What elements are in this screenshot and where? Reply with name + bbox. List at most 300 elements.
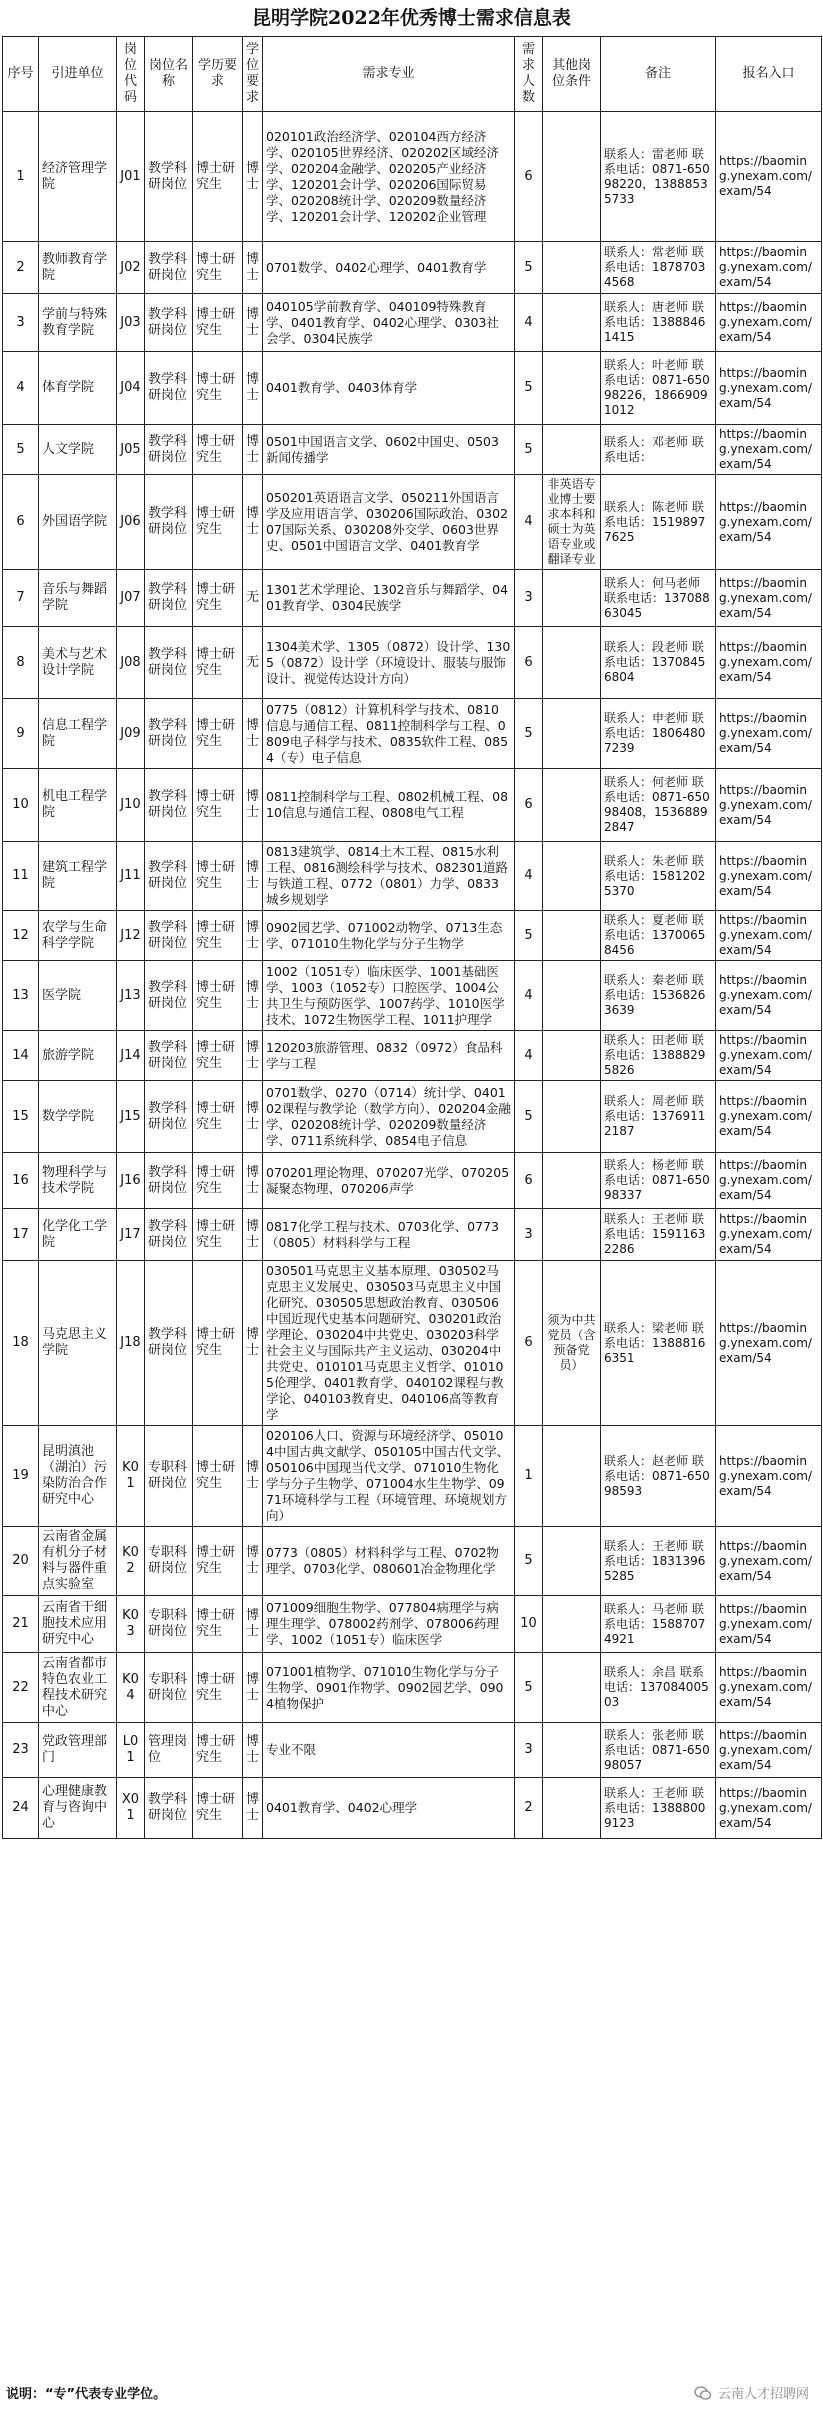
cell-specialty: 0813建筑学、0814土木工程、0815水利工程、0816测绘科学与技术、082301道路与铁道工程、0772（0801）力学、0833城乡规划学	[263, 842, 515, 911]
cell-no: 22	[3, 1653, 39, 1723]
cell-notes: 联系人：叶老师 联系电话：0871-65098226，18669091012	[601, 352, 716, 425]
header-position: 岗位名称	[145, 37, 193, 112]
cell-code: J11	[117, 842, 145, 911]
cell-conditions	[543, 1426, 601, 1527]
cell-unit: 机电工程学院	[39, 769, 117, 842]
cell-position: 教学科研岗位	[145, 1778, 193, 1839]
cell-conditions	[543, 294, 601, 352]
cell-registration-link[interactable]: https://baoming.ynexam.com/exam/54	[716, 1261, 822, 1426]
cell-position: 教学科研岗位	[145, 627, 193, 699]
table-row	[3, 1081, 822, 1153]
cell-education: 博士研究生	[193, 769, 243, 842]
cell-unit: 学前与特殊教育学院	[39, 294, 117, 352]
cell-count: 4	[515, 294, 543, 352]
cell-degree: 博士	[243, 294, 263, 352]
cell-count: 5	[515, 1081, 543, 1153]
header-row	[3, 37, 822, 112]
cell-registration-link[interactable]: https://baoming.ynexam.com/exam/54	[716, 425, 822, 475]
table-row	[3, 911, 822, 961]
cell-degree: 博士	[243, 1031, 263, 1081]
cell-code: L01	[117, 1723, 145, 1778]
cell-registration-link[interactable]: https://baoming.ynexam.com/exam/54	[716, 352, 822, 425]
cell-notes: 联系人：梁老师 联系电话：13888166351	[601, 1261, 716, 1426]
table-row	[3, 112, 822, 242]
cell-education: 博士研究生	[193, 425, 243, 475]
cell-position: 教学科研岗位	[145, 475, 193, 570]
cell-registration-link[interactable]: https://baoming.ynexam.com/exam/54	[716, 475, 822, 570]
cell-position: 教学科研岗位	[145, 911, 193, 961]
table-row	[3, 294, 822, 352]
cell-unit: 建筑工程学院	[39, 842, 117, 911]
cell-unit: 党政管理部门	[39, 1723, 117, 1778]
cell-conditions	[543, 242, 601, 294]
cell-specialty: 1304美术学、1305（0872）设计学、1305（0872）设计学（环境设计、服装与服饰设计、视觉传达设计方向）	[263, 627, 515, 699]
table-row	[3, 242, 822, 294]
cell-specialty: 0701数学、0402心理学、0401教育学	[263, 242, 515, 294]
cell-specialty: 020106人口、资源与环境经济学、050104中国古典文献学、050105中国古代文学、050106中国现当代文学、071010生物化学与分子生物学、071004水生生物学、0971环境科学与工程（环境管理、环境规划方向）	[263, 1426, 515, 1527]
cell-education: 博士研究生	[193, 1596, 243, 1653]
cell-conditions	[543, 627, 601, 699]
cell-registration-link[interactable]: https://baoming.ynexam.com/exam/54	[716, 769, 822, 842]
cell-code: J18	[117, 1261, 145, 1426]
cell-conditions	[543, 1031, 601, 1081]
cell-count: 4	[515, 1031, 543, 1081]
cell-unit: 云南省干细胞技术应用研究中心	[39, 1596, 117, 1653]
cell-registration-link[interactable]: https://baoming.ynexam.com/exam/54	[716, 1596, 822, 1653]
cell-conditions	[543, 1723, 601, 1778]
cell-count: 4	[515, 475, 543, 570]
cell-unit: 数学学院	[39, 1081, 117, 1153]
cell-specialty: 0773（0805）材料科学与工程、0702物理学、0703化学、080601冶金物理化学	[263, 1527, 515, 1596]
cell-education: 博士研究生	[193, 294, 243, 352]
cell-conditions	[543, 961, 601, 1031]
cell-count: 4	[515, 842, 543, 911]
cell-position: 教学科研岗位	[145, 425, 193, 475]
cell-position: 教学科研岗位	[145, 1081, 193, 1153]
cell-count: 6	[515, 1153, 543, 1209]
cell-count: 6	[515, 112, 543, 242]
cell-degree: 博士	[243, 1426, 263, 1527]
cell-position: 专职科研岗位	[145, 1527, 193, 1596]
cell-specialty: 071001植物学、071010生物化学与分子生物学、0901作物学、0902园艺学、0904植物保护	[263, 1653, 515, 1723]
cell-specialty: 1301艺术学理论、1302音乐与舞蹈学、0401教育学、0304民族学	[263, 570, 515, 627]
cell-unit: 农学与生命科学学院	[39, 911, 117, 961]
cell-count: 5	[515, 1653, 543, 1723]
table-row	[3, 1723, 822, 1778]
cell-specialty: 1002（1051专）临床医学、1001基础医学、1003（1052专）口腔医学、1004公共卫生与预防医学、1007药学、1010医学技术、1072生物医学工程、1011护理学	[263, 961, 515, 1031]
table-row	[3, 1527, 822, 1596]
cell-no: 7	[3, 570, 39, 627]
cell-unit: 人文学院	[39, 425, 117, 475]
cell-specialty: 0775（0812）计算机科学与技术、0810信息与通信工程、0811控制科学与工程、0809电子科学与技术、0835软件工程、0854（专）电子信息	[263, 699, 515, 769]
cell-degree: 博士	[243, 1723, 263, 1778]
cell-count: 6	[515, 1261, 543, 1426]
cell-count: 5	[515, 242, 543, 294]
cell-degree: 博士	[243, 1261, 263, 1426]
cell-count: 5	[515, 1527, 543, 1596]
cell-registration-link[interactable]: https://baoming.ynexam.com/exam/54	[716, 1153, 822, 1209]
cell-position: 教学科研岗位	[145, 699, 193, 769]
cell-position: 专职科研岗位	[145, 1596, 193, 1653]
cell-position: 教学科研岗位	[145, 112, 193, 242]
cell-degree: 博士	[243, 1653, 263, 1723]
cell-degree: 博士	[243, 1153, 263, 1209]
cell-degree: 博士	[243, 242, 263, 294]
cell-code: J04	[117, 352, 145, 425]
cell-position: 教学科研岗位	[145, 1031, 193, 1081]
cell-degree: 无	[243, 570, 263, 627]
cell-unit: 体育学院	[39, 352, 117, 425]
cell-registration-link[interactable]: https://baoming.ynexam.com/exam/54	[716, 842, 822, 911]
cell-education: 博士研究生	[193, 1209, 243, 1261]
cell-no: 13	[3, 961, 39, 1031]
cell-notes: 联系人：周老师 联系电话：13769112187	[601, 1081, 716, 1153]
cell-specialty: 0501中国语言文学、0602中国史、0503新闻传播学	[263, 425, 515, 475]
cell-notes: 联系人：朱老师 联系电话：15812025370	[601, 842, 716, 911]
watermark-text: 云南人才招聘网	[717, 2387, 809, 2402]
cell-count: 3	[515, 1209, 543, 1261]
cell-code: K03	[117, 1596, 145, 1653]
cell-conditions	[543, 112, 601, 242]
cell-education: 博士研究生	[193, 1653, 243, 1723]
cell-unit: 音乐与舞蹈学院	[39, 570, 117, 627]
cell-count: 6	[515, 769, 543, 842]
header-no: 序号	[3, 37, 39, 112]
table-row	[3, 475, 822, 570]
cell-education: 博士研究生	[193, 627, 243, 699]
cell-code: J03	[117, 294, 145, 352]
cell-registration-link[interactable]: https://baoming.ynexam.com/exam/54	[716, 911, 822, 961]
cell-specialty: 040105学前教育学、040109特殊教育学、0401教育学、0402心理学、0303社会学、0304民族学	[263, 294, 515, 352]
cell-no: 16	[3, 1153, 39, 1209]
table-row	[3, 1153, 822, 1209]
cell-code: J09	[117, 699, 145, 769]
cell-code: J08	[117, 627, 145, 699]
cell-degree: 博士	[243, 842, 263, 911]
cell-education: 博士研究生	[193, 1261, 243, 1426]
cell-code: J10	[117, 769, 145, 842]
cell-degree: 博士	[243, 911, 263, 961]
demand-table	[2, 36, 822, 1839]
cell-code: J05	[117, 425, 145, 475]
cell-education: 博士研究生	[193, 1426, 243, 1527]
cell-registration-link[interactable]: https://baoming.ynexam.com/exam/54	[716, 112, 822, 242]
cell-specialty: 0401教育学、0402心理学	[263, 1778, 515, 1839]
cell-registration-link[interactable]: https://baoming.ynexam.com/exam/54	[716, 961, 822, 1031]
cell-unit: 经济管理学院	[39, 112, 117, 242]
header-count: 需求人数	[515, 37, 543, 112]
cell-registration-link[interactable]: https://baoming.ynexam.com/exam/54	[716, 1209, 822, 1261]
cell-position: 教学科研岗位	[145, 1261, 193, 1426]
cell-position: 专职科研岗位	[145, 1426, 193, 1527]
cell-notes: 联系人：秦老师 联系电话：15368263639	[601, 961, 716, 1031]
table-row	[3, 570, 822, 627]
cell-conditions	[543, 1653, 601, 1723]
cell-code: J14	[117, 1031, 145, 1081]
cell-conditions	[543, 769, 601, 842]
cell-no: 18	[3, 1261, 39, 1426]
cell-code: K01	[117, 1426, 145, 1527]
cell-code: J02	[117, 242, 145, 294]
cell-no: 14	[3, 1031, 39, 1081]
cell-position: 教学科研岗位	[145, 570, 193, 627]
cell-education: 博士研究生	[193, 242, 243, 294]
cell-specialty: 0817化学工程与技术、0703化学、0773（0805）材料科学与工程	[263, 1209, 515, 1261]
cell-no: 2	[3, 242, 39, 294]
cell-conditions	[543, 425, 601, 475]
cell-registration-link[interactable]: https://baoming.ynexam.com/exam/54	[716, 1653, 822, 1723]
cell-conditions	[543, 1596, 601, 1653]
table-row	[3, 961, 822, 1031]
cell-notes: 联系人：唐老师 联系电话：13888461415	[601, 294, 716, 352]
table-row	[3, 627, 822, 699]
cell-count: 2	[515, 1778, 543, 1839]
cell-registration-link[interactable]: https://baoming.ynexam.com/exam/54	[716, 1031, 822, 1081]
cell-education: 博士研究生	[193, 570, 243, 627]
cell-unit: 教师教育学院	[39, 242, 117, 294]
cell-position: 管理岗位	[145, 1723, 193, 1778]
cell-education: 博士研究生	[193, 699, 243, 769]
header-code: 岗位代码	[117, 37, 145, 112]
table-row	[3, 1426, 822, 1527]
cell-registration-link[interactable]: https://baoming.ynexam.com/exam/54	[716, 699, 822, 769]
cell-degree: 博士	[243, 1081, 263, 1153]
cell-position: 教学科研岗位	[145, 352, 193, 425]
cell-no: 11	[3, 842, 39, 911]
cell-notes: 联系人：何老师 联系电话：0871-65098408，15368892847	[601, 769, 716, 842]
cell-no: 4	[3, 352, 39, 425]
cell-notes: 联系人：常老师 联系电话：18787034568	[601, 242, 716, 294]
cell-no: 15	[3, 1081, 39, 1153]
cell-specialty: 0701数学、0270（0714）统计学、040102课程与教学论（数学方向）、020204金融学、020208统计学、020209数量经济学、0711系统科学、0854电子信息	[263, 1081, 515, 1153]
cell-conditions	[543, 570, 601, 627]
table-row	[3, 1778, 822, 1839]
cell-specialty: 120203旅游管理、0832（0972）食品科学与工程	[263, 1031, 515, 1081]
cell-no: 21	[3, 1596, 39, 1653]
cell-registration-link[interactable]: https://baoming.ynexam.com/exam/54	[716, 1778, 822, 1839]
cell-no: 20	[3, 1527, 39, 1596]
cell-registration-link[interactable]: https://baoming.ynexam.com/exam/54	[716, 1426, 822, 1527]
cell-notes: 联系人：王老师 联系电话：13888009123	[601, 1778, 716, 1839]
cell-specialty: 0902园艺学、071002动物学、0713生态学、071010生物化学与分子生物学	[263, 911, 515, 961]
header-specialty: 需求专业	[263, 37, 515, 112]
cell-position: 教学科研岗位	[145, 961, 193, 1031]
cell-unit: 物理科学与技术学院	[39, 1153, 117, 1209]
cell-education: 博士研究生	[193, 1031, 243, 1081]
table-row	[3, 842, 822, 911]
cell-conditions	[543, 842, 601, 911]
header-registration: 报名入口	[716, 37, 822, 112]
cell-conditions: 非英语专业博士要求本科和硕士为英语专业或翻译专业	[543, 475, 601, 570]
header-notes: 备注	[601, 37, 716, 112]
cell-degree: 博士	[243, 1209, 263, 1261]
cell-education: 博士研究生	[193, 961, 243, 1031]
table-row	[3, 1031, 822, 1081]
cell-code: J12	[117, 911, 145, 961]
cell-specialty: 0401教育学、0403体育学	[263, 352, 515, 425]
cell-education: 博士研究生	[193, 911, 243, 961]
cell-position: 教学科研岗位	[145, 769, 193, 842]
cell-code: J07	[117, 570, 145, 627]
page-title: 昆明学院2022年优秀博士需求信息表	[252, 7, 571, 29]
cell-unit: 心理健康教育与咨询中心	[39, 1778, 117, 1839]
cell-education: 博士研究生	[193, 112, 243, 242]
cell-notes: 联系人：段老师 联系电话：13708456804	[601, 627, 716, 699]
cell-count: 4	[515, 961, 543, 1031]
cell-degree: 博士	[243, 699, 263, 769]
cell-code: K04	[117, 1653, 145, 1723]
cell-no: 3	[3, 294, 39, 352]
table-row	[3, 425, 822, 475]
cell-registration-link[interactable]: https://baoming.ynexam.com/exam/54	[716, 1723, 822, 1778]
cell-no: 1	[3, 112, 39, 242]
cell-count: 10	[515, 1596, 543, 1653]
table-row	[3, 699, 822, 769]
cell-unit: 化学化工学院	[39, 1209, 117, 1261]
cell-position: 教学科研岗位	[145, 1153, 193, 1209]
header-unit: 引进单位	[39, 37, 117, 112]
cell-registration-link[interactable]: https://baoming.ynexam.com/exam/54	[716, 242, 822, 294]
cell-position: 教学科研岗位	[145, 1209, 193, 1261]
table-row	[3, 1653, 822, 1723]
cell-education: 博士研究生	[193, 1723, 243, 1778]
table-row	[3, 1209, 822, 1261]
cell-no: 23	[3, 1723, 39, 1778]
cell-degree: 博士	[243, 1527, 263, 1596]
cell-position: 专职科研岗位	[145, 1653, 193, 1723]
cell-code: J16	[117, 1153, 145, 1209]
cell-conditions	[543, 1778, 601, 1839]
cell-position: 教学科研岗位	[145, 242, 193, 294]
table-row	[3, 1596, 822, 1653]
cell-conditions	[543, 1527, 601, 1596]
cell-count: 3	[515, 570, 543, 627]
cell-unit: 云南省都市特色农业工程技术研究中心	[39, 1653, 117, 1723]
cell-education: 博士研究生	[193, 1778, 243, 1839]
cell-degree: 博士	[243, 1596, 263, 1653]
cell-no: 6	[3, 475, 39, 570]
cell-conditions	[543, 699, 601, 769]
cell-conditions	[543, 352, 601, 425]
cell-position: 教学科研岗位	[145, 294, 193, 352]
cell-no: 8	[3, 627, 39, 699]
table-row	[3, 769, 822, 842]
cell-education: 博士研究生	[193, 1153, 243, 1209]
cell-no: 10	[3, 769, 39, 842]
cell-notes: 联系人：邓老师 联系电话：	[601, 425, 716, 475]
cell-code: X01	[117, 1778, 145, 1839]
cell-count: 5	[515, 911, 543, 961]
cell-count: 5	[515, 425, 543, 475]
cell-degree: 博士	[243, 475, 263, 570]
cell-education: 博士研究生	[193, 475, 243, 570]
cell-no: 12	[3, 911, 39, 961]
cell-position: 教学科研岗位	[145, 842, 193, 911]
cell-no: 17	[3, 1209, 39, 1261]
header-conditions: 其他岗位条件	[543, 37, 601, 112]
cell-no: 9	[3, 699, 39, 769]
cell-count: 1	[515, 1426, 543, 1527]
cell-notes: 联系人：申老师 联系电话：18064807239	[601, 699, 716, 769]
cell-specialty: 030501马克思主义基本原理、030502马克思主义发展史、030503马克思主义中国化研究、030505思想政治教育、030506中国近现代史基本问题研究、030201政治学理论、030204中共党史、030203科学社会主义与国际共产主义运动、030204中共党史、010101马克思主义哲学、010105伦理学、0401教育学、040102课程与教学论、040103教育史、040106高等教育学	[263, 1261, 515, 1426]
cell-code: J06	[117, 475, 145, 570]
cell-unit: 旅游学院	[39, 1031, 117, 1081]
cell-code: J17	[117, 1209, 145, 1261]
cell-notes: 联系人：王老师 联系电话：15911632286	[601, 1209, 716, 1261]
cell-degree: 无	[243, 627, 263, 699]
cell-notes: 联系人：赵老师 联系电话：0871-65098593	[601, 1426, 716, 1527]
cell-unit: 美术与艺术设计学院	[39, 627, 117, 699]
cell-specialty: 0811控制科学与工程、0802机械工程、0810信息与通信工程、0808电气工程	[263, 769, 515, 842]
header-education: 学历要求	[193, 37, 243, 112]
cell-unit: 昆明滇池（湖泊）污染防治合作研究中心	[39, 1426, 117, 1527]
watermark	[690, 2381, 813, 2404]
cell-degree: 博士	[243, 352, 263, 425]
footnote: 说明：“专”代表专业学位。	[6, 2387, 167, 2402]
cell-conditions	[543, 1153, 601, 1209]
cell-registration-link[interactable]: https://baoming.ynexam.com/exam/54	[716, 1527, 822, 1596]
cell-degree: 博士	[243, 961, 263, 1031]
table-row	[3, 1261, 822, 1426]
cell-conditions	[543, 1209, 601, 1261]
cell-code: J15	[117, 1081, 145, 1153]
cell-unit: 信息工程学院	[39, 699, 117, 769]
cell-no: 24	[3, 1778, 39, 1839]
cell-registration-link[interactable]: https://baoming.ynexam.com/exam/54	[716, 570, 822, 627]
cell-code: K02	[117, 1527, 145, 1596]
cell-notes: 联系人：杨老师 联系电话：0871-65098337	[601, 1153, 716, 1209]
cell-notes: 联系人：余昌 联系电话：13708400503	[601, 1653, 716, 1723]
cell-specialty: 020101政治经济学、020104西方经济学、020105世界经济、020202区域经济学、020204金融学、020205产业经济学、120201会计学、020206国际贸易学、020208统计学、020209数量经济学、120201会计学、120202企业管理	[263, 112, 515, 242]
cell-education: 博士研究生	[193, 352, 243, 425]
wechat-icon	[694, 2384, 712, 2402]
cell-code: J13	[117, 961, 145, 1031]
cell-conditions	[543, 1081, 601, 1153]
cell-count: 6	[515, 627, 543, 699]
cell-no: 5	[3, 425, 39, 475]
cell-degree: 博士	[243, 769, 263, 842]
cell-unit: 外国语学院	[39, 475, 117, 570]
cell-unit: 医学院	[39, 961, 117, 1031]
cell-registration-link[interactable]: https://baoming.ynexam.com/exam/54	[716, 1081, 822, 1153]
cell-code: J01	[117, 112, 145, 242]
cell-specialty: 050201英语语言文学、050211外国语言学及应用语言学、030206国际政治、030207国际关系、030208外交学、0603世界史、0501中国语言文学、0401教育学	[263, 475, 515, 570]
cell-registration-link[interactable]: https://baoming.ynexam.com/exam/54	[716, 627, 822, 699]
cell-count: 5	[515, 699, 543, 769]
cell-conditions: 须为中共党员（含预备党员）	[543, 1261, 601, 1426]
cell-registration-link[interactable]: https://baoming.ynexam.com/exam/54	[716, 294, 822, 352]
cell-degree: 博士	[243, 112, 263, 242]
cell-notes: 联系人：马老师 联系电话：15887074921	[601, 1596, 716, 1653]
cell-notes: 联系人：何马老师 联系电话：13708863045	[601, 570, 716, 627]
cell-notes: 联系人：张老师 联系电话：0871-65098057	[601, 1723, 716, 1778]
cell-education: 博士研究生	[193, 1081, 243, 1153]
table-row	[3, 352, 822, 425]
cell-specialty: 专业不限	[263, 1723, 515, 1778]
cell-notes: 联系人：夏老师 联系电话：13700658456	[601, 911, 716, 961]
header-degree: 学位要求	[243, 37, 263, 112]
cell-education: 博士研究生	[193, 842, 243, 911]
cell-unit: 马克思主义学院	[39, 1261, 117, 1426]
cell-degree: 博士	[243, 1778, 263, 1839]
cell-notes: 联系人：陈老师 联系电话：15198977625	[601, 475, 716, 570]
cell-unit: 云南省金属有机分子材料与器件重点实验室	[39, 1527, 117, 1596]
cell-notes: 联系人：田老师 联系电话：13888295826	[601, 1031, 716, 1081]
cell-no: 19	[3, 1426, 39, 1527]
cell-count: 3	[515, 1723, 543, 1778]
cell-education: 博士研究生	[193, 1527, 243, 1596]
cell-conditions	[543, 911, 601, 961]
